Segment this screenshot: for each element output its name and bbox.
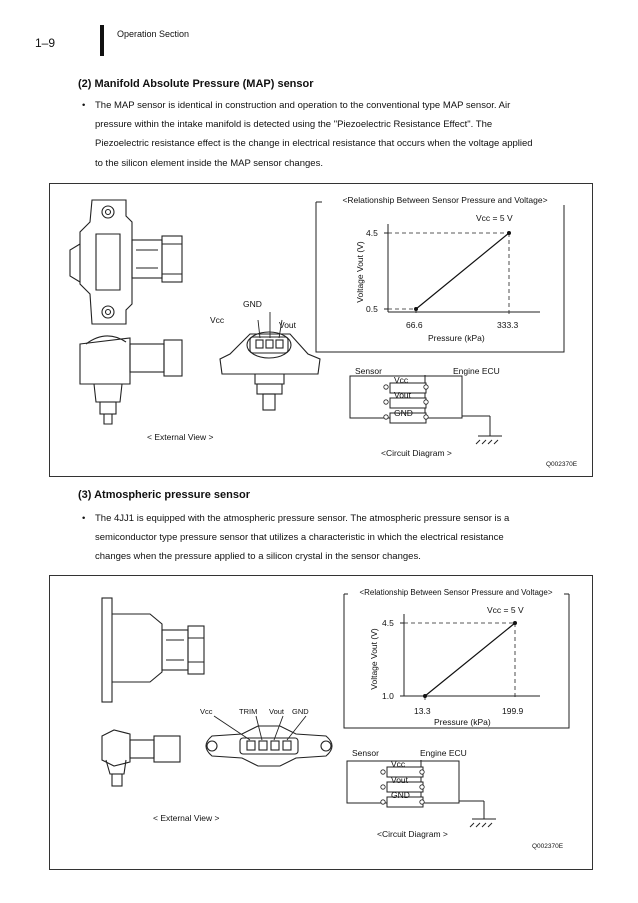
map-chart-ylabel-wrap [353, 229, 367, 315]
map-sensor-paragraph [82, 96, 587, 173]
atm-pin-vout: Vout [269, 707, 285, 716]
map-pin-vout: Vout [279, 320, 297, 330]
atm-data-point [513, 621, 517, 625]
para-line: Piezoelectric resistance effect is the change in electrical resistance that occurs when the voltage applied [95, 138, 533, 150]
map-ytick: 0.5 [366, 304, 378, 314]
map-chart-xlabel: Pressure (kPa) [428, 333, 485, 343]
atm-sensor-paragraph [82, 509, 587, 567]
para-line: changes when the pressure applied to a silicon crystal in the sensor changes. [95, 551, 421, 563]
page-number: 1–9 [35, 36, 56, 50]
map-circuit-vout: Vout [394, 390, 412, 400]
atm-pin-trim: TRIM [239, 707, 258, 716]
map-xtick: 66.6 [406, 320, 423, 330]
atm-sensor-figure [49, 575, 593, 870]
bullet: • [82, 513, 86, 524]
atm-chart-ylabel: Voltage Vout (V) [369, 628, 379, 690]
map-chart-ylabel: Voltage Vout (V) [355, 241, 365, 303]
para-line: The MAP sensor is identical in construction and operation to the conventional type MAP sensor. Air [95, 100, 511, 111]
atm-circuit-ecu: Engine ECU [420, 748, 467, 758]
map-circuit-vcc: Vcc [394, 375, 409, 385]
map-sensor-top-view [70, 200, 182, 324]
atm-vcc-note: Vcc = 5 V [487, 605, 524, 615]
section-name: Operation Section [117, 29, 190, 39]
para-line: The 4JJ1 is equipped with the atmospheric pressure sensor. The atmospheric pressure sensor is a [95, 513, 510, 524]
map-sensor-figure [49, 183, 593, 477]
map-pin-vcc: Vcc [210, 315, 225, 325]
map-data-point [414, 307, 418, 311]
atm-xtick: 199.9 [502, 706, 524, 716]
map-chart-line [416, 233, 509, 309]
atm-circuit-gnd: GND [391, 790, 410, 800]
header-bar [100, 25, 104, 56]
atm-xtick: 13.3 [414, 706, 431, 716]
atm-circuit-sensor: Sensor [352, 748, 379, 758]
map-circuit-ecu: Engine ECU [453, 366, 500, 376]
map-circuit-sensor: Sensor [355, 366, 382, 376]
para-line: to the silicon element inside the MAP sensor changes. [95, 157, 323, 169]
atm-pin-vcc: Vcc [200, 707, 213, 716]
map-data-point [507, 231, 511, 235]
map-pin-gnd: GND [243, 299, 262, 309]
map-sensor-heading: (2) Manifold Absolute Pressure (MAP) sensor [78, 78, 314, 90]
map-sensor-front-view [220, 312, 320, 410]
atm-figure-code: Q002370E [532, 843, 564, 850]
map-chart-title: <Relationship Between Sensor Pressure and Voltage> [325, 195, 565, 205]
atm-circuit-vcc: Vcc [391, 759, 406, 769]
atm-ytick: 4.5 [382, 618, 394, 628]
map-vcc-note: Vcc = 5 V [476, 213, 513, 223]
para-line: semiconductor type pressure sensor that utilizes a characteristic in which the electrical resistance [95, 532, 504, 544]
para-line: pressure within the intake manifold is detected using the "Piezoelectric Resistance Effect". The [95, 119, 493, 131]
atm-data-point [423, 694, 427, 698]
atm-chart-ylabel-wrap [367, 616, 381, 702]
atm-ytick: 1.0 [382, 691, 394, 701]
atm-sensor-lower-view [102, 730, 180, 786]
map-circuit-gnd: GND [394, 408, 413, 418]
atm-chart-title: <Relationship Between Sensor Pressure and Voltage> [348, 588, 564, 597]
map-figure-code: Q002370E [546, 461, 578, 468]
atm-chart-line [425, 623, 515, 696]
atm-sensor-heading: (3) Atmospheric pressure sensor [78, 489, 250, 501]
map-external-caption: < External View > [147, 432, 214, 442]
atm-circuit-vout: Vout [391, 775, 409, 785]
bullet: • [82, 100, 86, 111]
map-sensor-side-view [80, 336, 182, 424]
atm-sensor-side-view [102, 598, 204, 702]
atm-circuit-caption: <Circuit Diagram > [377, 829, 448, 839]
atm-pin-gnd: GND [292, 707, 309, 716]
map-circuit-caption: <Circuit Diagram > [381, 448, 452, 458]
atm-sensor-front-view [206, 716, 332, 766]
map-chart-guides [388, 233, 509, 316]
map-ytick: 4.5 [366, 228, 378, 238]
map-xtick: 333.3 [497, 320, 519, 330]
atm-chart-xlabel: Pressure (kPa) [434, 717, 491, 727]
atm-chart-guides [404, 623, 515, 700]
atm-external-caption: < External View > [153, 813, 220, 823]
